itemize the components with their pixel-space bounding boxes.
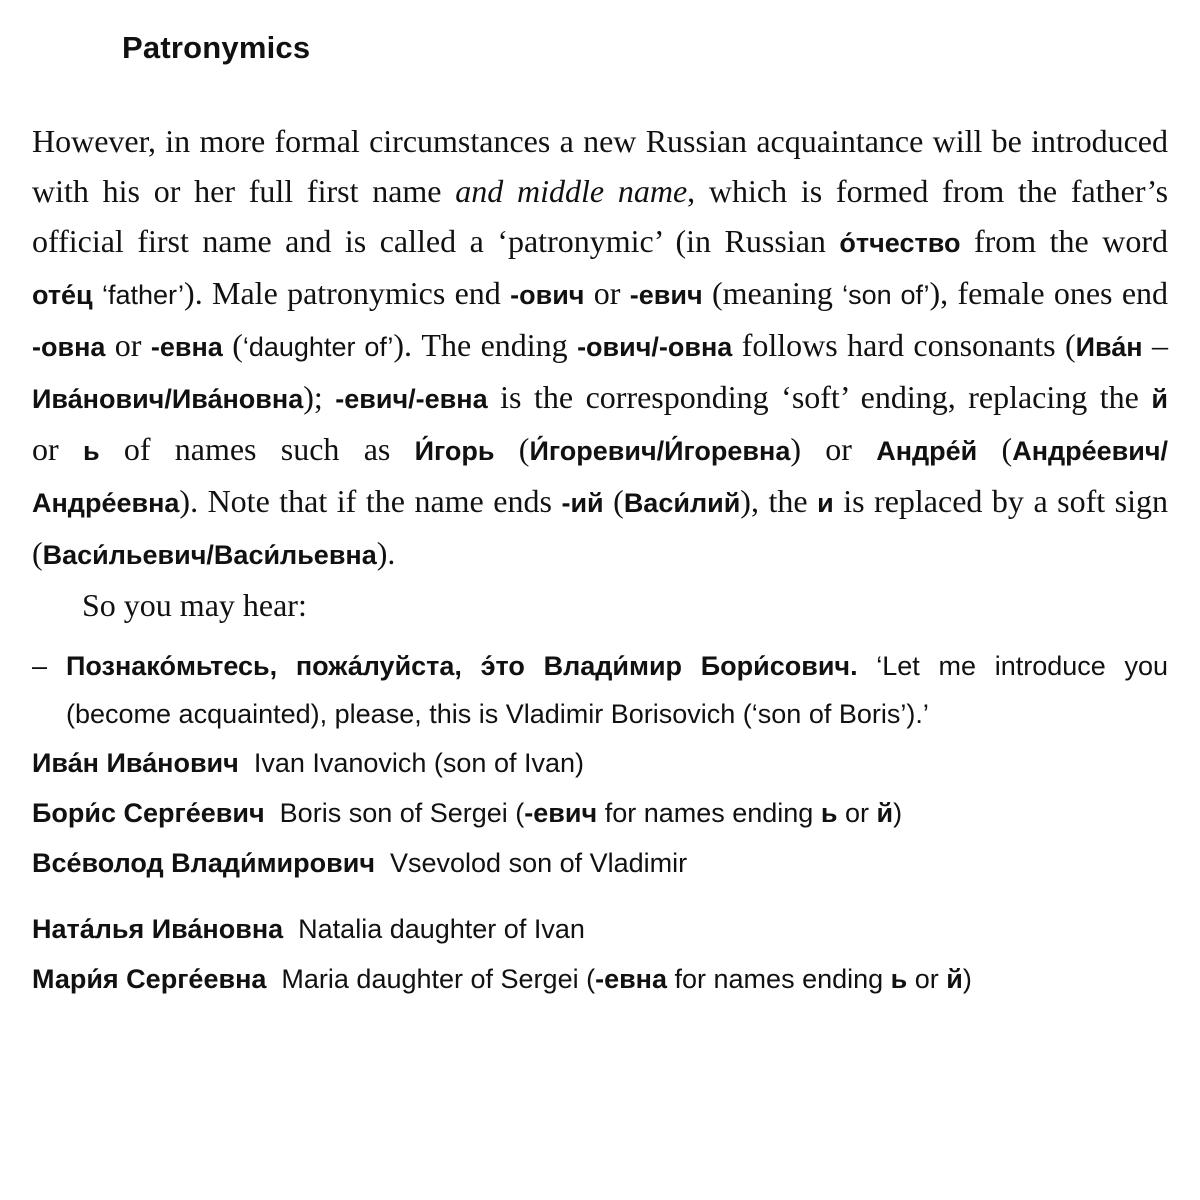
text-run: or xyxy=(584,275,630,311)
text-run: (meaning xyxy=(702,275,843,311)
russian-name: Андре́й xyxy=(876,436,978,466)
example-letter: ь xyxy=(820,798,838,828)
text-run: ). Note that if the name ends xyxy=(179,483,562,519)
examples-spacer xyxy=(32,888,1168,904)
russian-name: Васи́лий xyxy=(623,488,741,518)
gloss-text: ‘daughter of’ xyxy=(242,332,394,362)
example-line xyxy=(32,838,1168,888)
example-russian: Все́волод Влади́мирович xyxy=(32,848,375,878)
example-letter: ь xyxy=(890,964,908,994)
text-run: or xyxy=(105,327,151,363)
text-run: However, in more formal circumstances a new Russian acquaintance will be introduced with his or her full first name xyxy=(32,123,1168,209)
russian-letter: и xyxy=(817,488,834,518)
text-run: ), female ones end xyxy=(929,275,1169,311)
text-run: ( xyxy=(977,431,1013,467)
russian-letter: й xyxy=(1151,384,1169,414)
page xyxy=(32,30,1168,1004)
example-line xyxy=(32,788,1168,838)
example-russian: Мари́я Серге́евна xyxy=(32,964,267,994)
example-english: Boris son of Sergei ( xyxy=(264,798,525,828)
text-run: of names such as xyxy=(99,431,415,467)
text-run: ), the xyxy=(740,483,818,519)
russian-suffix: -ович/-овна xyxy=(577,332,733,362)
example-english: or xyxy=(907,964,947,994)
example-english: Ivan Ivanovich (son of Ivan) xyxy=(238,748,584,778)
text-run: ). The ending xyxy=(393,327,578,363)
gloss-text: ‘father’ xyxy=(102,280,185,310)
text-run: ( xyxy=(222,327,243,363)
example-english: Maria daughter of Sergei ( xyxy=(266,964,596,994)
russian-patronymic: Васи́льевич/Васи́льевна xyxy=(42,540,377,570)
example-english: or xyxy=(837,798,877,828)
text-run: , which is formed from the father’s official first name and is called a ‘patronymic’ (in Russian xyxy=(32,173,1169,259)
example-letter: й xyxy=(946,964,963,994)
lead-in-paragraph: So you may hear: xyxy=(82,587,307,623)
dialogue-example xyxy=(32,642,1168,738)
text-run: ( xyxy=(603,483,624,519)
dialogue-dash: – xyxy=(32,651,48,681)
text-run: ) or xyxy=(790,431,877,467)
russian-suffix: -евна xyxy=(150,332,223,362)
russian-name: Ива́н xyxy=(1075,332,1143,362)
example-line xyxy=(32,954,1168,1004)
text-run: from the word xyxy=(960,223,1169,259)
example-english: ) xyxy=(962,964,972,994)
russian-patronymic: И́горевич/И́горевна xyxy=(529,436,791,466)
russian-patronymic: Андре́евич/Андре́евна xyxy=(32,436,1169,518)
text-run: ). Male patronymics end xyxy=(184,275,511,311)
intro-paragraph xyxy=(32,116,1168,580)
example-english: ) xyxy=(893,798,903,828)
dialogue-russian: Познако́мьтесь, пожа́луйста, э́то Влади́мир Бори́сович. xyxy=(66,651,858,681)
russian-suffix: -евич xyxy=(629,280,703,310)
gloss-text: ‘son of’ xyxy=(842,280,930,310)
example-letter: й xyxy=(876,798,894,828)
example-english: Vsevolod son of Vladimir xyxy=(375,848,688,878)
example-suffix: -евна xyxy=(595,964,668,994)
russian-name: И́горь xyxy=(414,436,495,466)
russian-suffix: -евич/-евна xyxy=(335,384,488,414)
section-heading: Patronymics xyxy=(122,30,311,65)
text-run: ); xyxy=(303,379,336,415)
russian-suffix: -овна xyxy=(32,332,106,362)
russian-term: о́тчество xyxy=(839,228,961,258)
text-run: is replaced by a soft sign ( xyxy=(32,483,1169,571)
russian-patronymic: Ива́нович/Ива́новна xyxy=(32,384,304,414)
example-russian: Ива́н Ива́нович xyxy=(32,748,239,778)
text-run: follows hard consonants ( xyxy=(732,327,1076,363)
text-run: ( xyxy=(494,431,530,467)
text-run: – xyxy=(1142,327,1169,363)
example-english: Natalia daughter of Ivan xyxy=(283,914,585,944)
russian-term: оте́ц xyxy=(32,280,93,310)
text-run: or xyxy=(32,431,83,467)
example-russian: Ната́лья Ива́новна xyxy=(32,914,284,944)
russian-suffix: -ович xyxy=(510,280,585,310)
example-suffix: -евич xyxy=(524,798,598,828)
example-line xyxy=(32,738,1168,788)
patronymic-examples xyxy=(32,738,1168,1004)
text-run: is the corresponding ‘soft’ ending, replacing the xyxy=(487,379,1152,415)
text-run: ). xyxy=(376,535,396,571)
example-line xyxy=(32,904,1168,954)
dialogue-translation: ‘Let me introduce you (become acquainted), please, this is Vladimir Borisovich (‘son of Boris’).’ xyxy=(66,651,1168,729)
example-russian: Бори́с Серге́евич xyxy=(32,798,265,828)
example-english: for names ending xyxy=(597,798,821,828)
emphasis-text: and middle name xyxy=(455,173,688,209)
russian-letter: ь xyxy=(82,436,100,466)
russian-suffix: -ий xyxy=(561,488,604,518)
example-english: for names ending xyxy=(667,964,891,994)
